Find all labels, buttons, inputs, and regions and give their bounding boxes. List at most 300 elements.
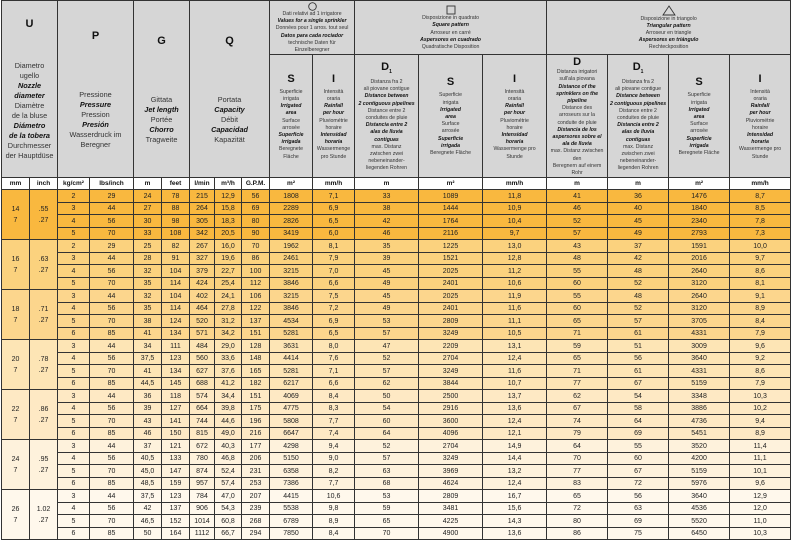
cell-pressure-kg: 4 [58,265,90,278]
cell-capacity-lmin: 305 [190,215,215,228]
cell-tri-rainfall: 8,9 [730,302,791,315]
cell-tri-d: 77 [547,465,608,478]
cell-pressure-kg: 5 [58,227,90,240]
cell-single-area: 1808 [270,190,313,203]
cell-pressure-kg: 4 [58,452,90,465]
cell-tri-d1: 42 [608,252,669,265]
cell-square-area: 2209 [419,340,483,353]
cell-tri-rainfall: 10,3 [730,527,791,540]
header-line: liegenden Rohren [617,165,659,172]
cell-tri-area: 2340 [669,215,730,228]
header-line: der Hauptdüse [5,151,54,161]
header-letter: U [25,18,34,31]
cell-capacity-lmin: 264 [190,202,215,215]
cell-single-area: 5808 [270,415,313,428]
cell-single-area: 2461 [270,252,313,265]
header-line: per hour [749,110,771,117]
cell-pressure-lbs: 56 [90,452,134,465]
header-line: zwischen zwei [369,151,404,158]
cell-single-rainfall: 7,5 [313,290,355,303]
header-description [730,86,790,161]
cell-tri-d: 43 [547,240,608,253]
header-description [547,69,607,177]
cell-square-area: 2809 [419,490,483,503]
cell-capacity-gpm: 206 [242,452,270,465]
cell-capacity-gpm: 294 [242,527,270,540]
unit-cell: m² [669,178,730,190]
cell-jet-m: 43 [134,415,162,428]
cell-square-d1: 53 [355,490,419,503]
cell-tri-rainfall: 10,1 [730,465,791,478]
cell-capacity-lmin: 688 [190,377,215,390]
cell-jet-feet: 141 [162,415,190,428]
cell-capacity-lmin: 402 [190,290,215,303]
cell-tri-d1: 69 [608,515,669,528]
header-letter: G [157,34,166,47]
header-triangle-pattern [547,1,791,55]
header-line: area [285,110,297,117]
cell-square-rainfall: 10,4 [483,215,547,228]
cell-capacity-m3h: 37,6 [215,365,242,378]
header-line: technische Daten für [288,39,336,46]
cell-capacity-lmin: 1112 [190,527,215,540]
cell-square-area: 3844 [419,377,483,390]
header-line: Rainfall [324,103,343,110]
header-S-square [419,55,483,178]
header-line: arroseurs sur la [559,112,596,119]
cell-capacity-gpm: 128 [242,340,270,353]
cell-capacity-gpm: 207 [242,490,270,503]
cell-square-rainfall: 12,4 [483,352,547,365]
table-row [2,327,791,340]
header-line: arrosée [690,128,708,135]
header-line: Intensità [750,88,770,95]
cell-capacity-m3h: 47,0 [215,490,242,503]
cell-capacity-m3h: 49,0 [215,427,242,440]
header-line: Nozzle [17,81,42,91]
cell-capacity-m3h: 19,6 [215,252,242,265]
cell-jet-feet: 123 [162,490,190,503]
header-line: alas de lluvia [621,129,655,136]
cell-capacity-gpm: 253 [242,477,270,490]
cell-capacity-m3h: 54,3 [215,502,242,515]
cell-pressure-kg: 3 [58,340,90,353]
cell-tri-d1: 69 [608,427,669,440]
cell-square-d1: 57 [355,452,419,465]
header-line: Distanza irrigatori [556,69,598,76]
header-line: Surface [690,121,708,128]
cell-capacity-gpm: 175 [242,402,270,415]
cell-capacity-gpm: 106 [242,290,270,303]
cell-pressure-lbs: 70 [90,315,134,328]
header-line: Square pattern [432,22,469,29]
table-row [2,440,791,453]
cell-tri-rainfall: 11,0 [730,515,791,528]
cell-square-rainfall: 11,9 [483,290,547,303]
cell-jet-feet: 88 [162,202,190,215]
cell-capacity-m3h: 29,0 [215,340,242,353]
cell-pressure-lbs: 44 [90,340,134,353]
header-line: Pluviométrie [319,117,348,124]
cell-pressure-lbs: 44 [90,290,134,303]
cell-capacity-gpm: 268 [242,515,270,528]
cell-pressure-kg: 4 [58,502,90,515]
cell-tri-d1: 56 [608,490,669,503]
cell-tri-area: 3705 [669,315,730,328]
cell-tri-d: 74 [547,415,608,428]
header-line: de la tobera [9,131,50,141]
cell-tri-rainfall: 9,4 [730,415,791,428]
header-line: area [445,113,456,120]
table-row [2,402,791,415]
header-description [58,43,133,150]
header-I-square [483,55,547,178]
cell-single-rainfall: 8,4 [313,527,355,540]
cell-tri-d: 83 [547,477,608,490]
header-line: oraria [753,95,767,102]
header-line: Portata [217,94,242,104]
header-line: Capacity [214,104,245,114]
cell-square-rainfall: 10,6 [483,277,547,290]
header-letter: S [695,76,703,89]
header-line: zwischen zwei [621,151,655,158]
unit-cell: mm/h [730,178,791,190]
cell-capacity-m3h: 27,8 [215,302,242,315]
cell-single-rainfall: 6,9 [313,315,355,328]
nozzle-inch [30,440,58,490]
cell-square-area: 3249 [419,452,483,465]
letter-subscript: 1 [389,69,392,76]
cell-single-area: 4414 [270,352,313,365]
header-line: Wassermenge pro [738,146,782,153]
header-line: Superficie [687,92,711,99]
header-line: 2 contiguous pipelines [358,100,415,107]
cell-tri-d1: 36 [608,190,669,203]
nozzle-inch [30,190,58,240]
cell-single-rainfall: 6,5 [313,215,355,228]
cell-capacity-lmin: 215 [190,190,215,203]
cell-square-d1: 50 [355,390,419,403]
cell-square-rainfall: 14,9 [483,440,547,453]
header-line: Wassermenge [316,146,351,153]
cell-capacity-lmin: 957 [190,477,215,490]
header-line: Irrigated [688,106,710,113]
header-line: max. Distanz [623,143,654,150]
cell-tri-d1: 56 [608,352,669,365]
cell-tri-rainfall: 7,3 [730,227,791,240]
header-line: Superficie [438,135,464,142]
cell-capacity-lmin: 484 [190,340,215,353]
cell-capacity-lmin: 574 [190,390,215,403]
header-line: horaria [324,139,343,146]
cell-capacity-gpm: 165 [242,365,270,378]
header-line: irrigata [691,99,707,106]
header-Q [190,1,270,178]
header-description [355,15,546,51]
cell-single-rainfall: 7,6 [313,352,355,365]
cell-jet-m: 25 [134,240,162,253]
cell-tri-rainfall: 10,3 [730,390,791,403]
cell-square-rainfall: 10,7 [483,377,547,390]
cell-pressure-lbs: 56 [90,302,134,315]
cell-square-rainfall: 13,1 [483,340,547,353]
cell-tri-area: 5976 [669,477,730,490]
cell-tri-d: 67 [547,402,608,415]
header-letter: D [573,56,582,69]
cell-pressure-kg: 3 [58,440,90,453]
table-row [2,265,791,278]
cell-tri-rainfall: 8,6 [730,365,791,378]
cell-square-rainfall: 11,6 [483,365,547,378]
square-icon [446,5,456,15]
header-letter: S [446,76,455,89]
table-body [2,190,791,540]
cell-tri-rainfall: 8,6 [730,265,791,278]
cell-tri-area: 3640 [669,490,730,503]
cell-square-rainfall: 10,9 [483,202,547,215]
cell-single-area: 4069 [270,390,313,403]
cell-tri-area: 2016 [669,252,730,265]
cell-jet-m: 45,0 [134,465,162,478]
table-row [2,490,791,503]
cell-single-area: 3215 [270,265,313,278]
cell-pressure-kg: 6 [58,477,90,490]
cell-tri-d1: 51 [608,340,669,353]
unit-cell: m³/h [215,178,242,190]
nozzle-mm [2,340,30,390]
cell-tri-d: 80 [547,515,608,528]
cell-tri-area: 4331 [669,327,730,340]
cell-tri-d: 77 [547,377,608,390]
cell-pressure-kg: 2 [58,240,90,253]
cell-pressure-lbs: 85 [90,427,134,440]
nozzle-inch-value: .63 [38,255,49,263]
cell-square-area: 4900 [419,527,483,540]
cell-square-d1: 64 [355,427,419,440]
unit-cell: inch [30,178,58,190]
header-line: nebeneinander- [619,158,657,165]
cell-jet-m: 40,5 [134,452,162,465]
cell-capacity-gpm: 231 [242,465,270,478]
letter-main: D [381,60,390,73]
cell-capacity-m3h: 60,8 [215,515,242,528]
header-description [190,48,269,145]
header-line: irrigada [281,139,301,146]
cell-square-d1: 63 [355,465,419,478]
nozzle-inch-value: .27 [38,516,49,524]
header-line: Quadratische Disposition [421,43,480,50]
cell-pressure-kg: 4 [58,352,90,365]
unit-cell: m² [270,178,313,190]
cell-capacity-lmin: 874 [190,465,215,478]
cell-capacity-m3h: 18,3 [215,215,242,228]
cell-tri-d1: 67 [608,465,669,478]
cell-pressure-kg: 5 [58,465,90,478]
header-line: irrigata [442,99,459,106]
cell-jet-feet: 159 [162,477,190,490]
cell-single-area: 2289 [270,202,313,215]
header-line: liegenden Rohren [366,165,408,172]
header-line: Irrigated [440,106,461,113]
header-line: Pressione [79,89,112,99]
header-description [483,86,546,161]
header-letter: I [513,72,517,85]
cell-tri-area: 1840 [669,202,730,215]
header-line: Presión [82,119,109,129]
cell-single-area: 4298 [270,440,313,453]
table-row [2,315,791,328]
header-line: contiguas [374,136,399,143]
cell-square-area: 1444 [419,202,483,215]
header-line: conduites de pluie [365,115,408,122]
cell-tri-d: 59 [547,340,608,353]
cell-capacity-gpm: 86 [242,252,270,265]
cell-pressure-kg: 3 [58,252,90,265]
header-letter [608,60,668,79]
header-letter: S [287,72,295,85]
cell-pressure-lbs: 70 [90,277,134,290]
cell-pressure-kg: 4 [58,215,90,228]
header-line: Datos para cada rociador [280,32,344,39]
header-line: contiguas [625,136,651,143]
cell-single-rainfall: 8,9 [313,515,355,528]
nozzle-inch [30,340,58,390]
cell-single-area: 3846 [270,302,313,315]
cell-capacity-gpm: 239 [242,502,270,515]
header-U [2,1,58,178]
cell-square-d1: 35 [355,240,419,253]
cell-square-d1: 45 [355,290,419,303]
cell-pressure-kg: 5 [58,365,90,378]
cell-pressure-lbs: 85 [90,527,134,540]
cell-tri-area: 5451 [669,427,730,440]
cell-pressure-kg: 5 [58,415,90,428]
cell-tri-d: 52 [547,215,608,228]
table-row [2,240,791,253]
cell-capacity-m3h: 25,4 [215,277,242,290]
cell-single-rainfall: 6,9 [313,202,355,215]
header-line: Intensità [504,88,525,95]
cell-tri-area: 6450 [669,527,730,540]
cell-capacity-m3h: 41,2 [215,377,242,390]
cell-jet-m: 44,5 [134,377,162,390]
cell-tri-d: 60 [547,302,608,315]
cell-capacity-gpm: 216 [242,427,270,440]
cell-jet-feet: 82 [162,240,190,253]
cell-square-area: 3969 [419,465,483,478]
cell-square-d1: 65 [355,515,419,528]
cell-pressure-lbs: 44 [90,490,134,503]
table-row [2,202,791,215]
cell-square-area: 2809 [419,315,483,328]
header-line: area [693,113,705,120]
cell-tri-area: 1591 [669,240,730,253]
header-line: horaria [751,139,769,146]
table-row [2,515,791,528]
unit-cell: l/min [190,178,215,190]
cell-single-rainfall: 7,2 [313,302,355,315]
cell-tri-rainfall: 10,2 [730,402,791,415]
cell-square-d1: 33 [355,190,419,203]
header-line: Superficie [439,92,463,99]
unit-cell: m [134,178,162,190]
cell-jet-m: 38 [134,315,162,328]
header-line: Superficie [278,131,304,138]
cell-tri-area: 3640 [669,352,730,365]
cell-pressure-lbs: 70 [90,515,134,528]
cell-single-rainfall: 7,4 [313,427,355,440]
cell-tri-rainfall: 9,2 [730,352,791,365]
header-G [134,1,190,178]
header-line: Disposizione in triangolo [640,15,697,22]
cell-single-area: 5150 [270,452,313,465]
header-line: Surface [441,121,460,128]
unit-cell: m² [419,178,483,190]
cell-pressure-kg: 3 [58,290,90,303]
cell-tri-rainfall: 11,4 [730,440,791,453]
unit-cell: G.P.M. [242,178,270,190]
cell-tri-d: 72 [547,502,608,515]
cell-pressure-kg: 6 [58,527,90,540]
header-line: diameter [14,91,45,101]
cell-capacity-gpm: 148 [242,352,270,365]
header-line: Distancia de los [557,126,597,133]
cell-pressure-lbs: 44 [90,440,134,453]
header-line: Distance of the [558,83,596,90]
nozzle-mm-value: 7 [13,366,18,374]
cell-capacity-lmin: 815 [190,427,215,440]
cell-square-rainfall: 14,4 [483,452,547,465]
cell-pressure-lbs: 70 [90,415,134,428]
header-line: arrosée [441,128,460,135]
nozzle-inch-value: .27 [38,366,49,374]
header-D1-triangle [608,55,669,178]
header-line: Distanza fra 2 [370,79,403,86]
table-row [2,290,791,303]
header-line: Beregnern auf einem Rohr [552,162,602,177]
header-letter: I [758,72,762,85]
cell-square-rainfall: 12,1 [483,427,547,440]
cell-square-area: 3249 [419,327,483,340]
cell-square-d1: 57 [355,327,419,340]
header-description [608,79,668,173]
nozzle-mm-value: 14 [11,205,20,213]
cell-pressure-lbs: 56 [90,265,134,278]
cell-jet-m: 33 [134,227,162,240]
header-P [58,1,134,178]
cell-tri-d1: 48 [608,290,669,303]
header-line: nebeneinander- [368,158,405,165]
header-line: horaire [752,124,769,131]
header-line: Distance between [616,93,660,100]
cell-tri-area: 3120 [669,277,730,290]
cell-pressure-lbs: 44 [90,390,134,403]
header-line: Intensidad [747,131,774,138]
cell-capacity-gpm: 112 [242,277,270,290]
cell-square-area: 4225 [419,515,483,528]
table-row [2,415,791,428]
cell-capacity-lmin: 327 [190,252,215,265]
cell-jet-m: 32 [134,265,162,278]
cell-square-rainfall: 13,2 [483,465,547,478]
cell-pressure-kg: 4 [58,402,90,415]
cell-square-rainfall: 13,6 [483,527,547,540]
cell-pressure-kg: 4 [58,302,90,315]
cell-jet-feet: 121 [162,440,190,453]
cell-square-area: 2025 [419,290,483,303]
nozzle-mm [2,440,30,490]
cell-tri-d: 62 [547,390,608,403]
